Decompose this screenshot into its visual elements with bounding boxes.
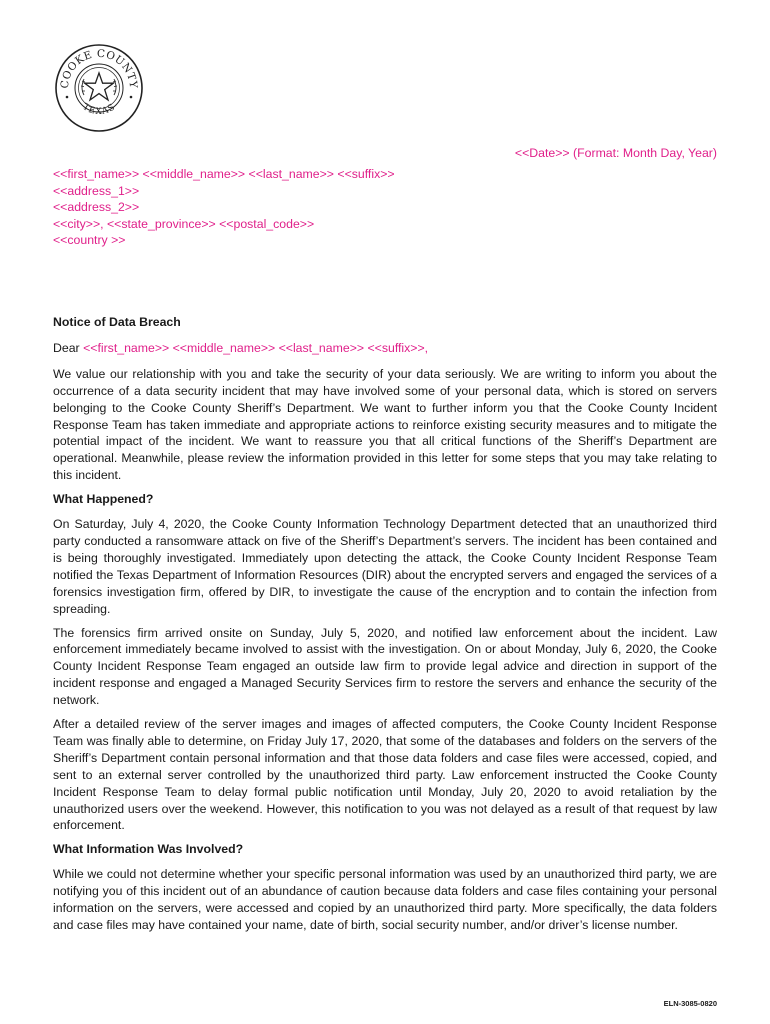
letter-date-placeholder: <<Date>> (Format: Month Day, Year) xyxy=(514,146,717,160)
seal-top-text: COOKE COUNTY xyxy=(58,47,140,90)
svg-text:COOKE COUNTY xyxy=(59,48,139,90)
what-happened-paragraph-3: After a detailed review of the server images and images of affected computers, the Cooke County Incident Response Team was finally able to determine, on Friday July 17, 2020, that some of the databases and folders on the servers of the Sheriff’s Department contain personal information and that those data folders and case files were accessed, copied, and sent to an external server controlled by the unauthorized third party. Law enforcement instructed the Cooke County Incident Response Team to delay formal public notification until Monday, July 20, 2020 to avoid retaliation by the unauthorized users over the weekend. However, this notification to you was not delayed as a result of that request by law enforcement. xyxy=(53,717,717,833)
recipient-address-1: <<address_1>> xyxy=(53,183,140,198)
salutation xyxy=(53,340,717,357)
notice-title: Notice of Data Breach xyxy=(53,315,181,329)
recipient-country: <<country >> xyxy=(53,233,126,247)
document-code: ELN-3085-0820 xyxy=(663,999,717,1008)
what-happened-heading: What Happened? xyxy=(53,492,154,507)
letter-body xyxy=(53,314,717,941)
salutation-name-placeholder: <<first_name>> <<middle_name>> <<last_name>> <<suffix>>, xyxy=(83,340,429,355)
what-information-heading: What Information Was Involved? xyxy=(53,842,244,857)
county-seal-logo xyxy=(54,43,144,133)
what-information-paragraph-1: While we could not determine whether your specific personal information was used by an unauthorized third party, we are notifying you of this incident out of an abundance of caution because data folders and case files containing your personal information on the servers, were accessed and copied by an unauthorized third party. More specifically, the data folders and case files may have contained your name, date of birth, social security number, and/or driver’s license number. xyxy=(53,867,717,932)
intro-paragraph: We value our relationship with you and take the security of your data seriously. We are writing to inform you about the occurrence of a data security incident that may have involved some of your personal data, which is stored on servers belonging to the Cooke County Sheriff’s Department. We want to further inform you that the Cooke County Incident Response Team has taken immediate and appropriate actions to reinforce existing security measures and to mitigate the potential impact of the incident. We want to reassure you that all critical functions of the Sheriff’s Department are operational. Meanwhile, please review the information provided in this letter for some steps that you may take relating to this incident. xyxy=(53,366,717,483)
recipient-address-block xyxy=(53,166,395,249)
recipient-address-2: <<address_2>> xyxy=(53,200,140,214)
seal-star-icon xyxy=(81,73,117,100)
what-happened-paragraph-1: On Saturday, July 4, 2020, the Cooke County Information Technology Department detected that an unauthorized third party conducted a ransomware attack on five of the Sheriff’s Department’s servers. The incident has been contained and is being thoroughly investigated. Immediately upon detecting the attack, the Cooke County Incident Response Team notified the Texas Department of Information Resources (DIR) about the encrypted servers and engaged the services of a forensics investigation firm, offered by DIR, to investigate the cause of the encryption and to contain the infection from spreading. xyxy=(53,517,717,616)
recipient-city-line: <<city>>, <<state_province>> <<postal_code>> xyxy=(53,216,315,231)
seal-bottom-text: TEXAS xyxy=(80,102,118,118)
salutation-prefix: Dear xyxy=(53,340,84,355)
recipient-name-line: <<first_name>> <<middle_name>> <<last_name>> <<suffix>> xyxy=(53,167,395,181)
what-happened-paragraph-2: The forensics firm arrived onsite on Sunday, July 5, 2020, and notified law enforcement about the incident. Law enforcement immediately became involved to assist with the investigation. On or about Monday, July 6, 2020, the Cooke County Incident Response Team engaged an outside law firm to provide legal advice and direction in support of the incident response and engaged a Managed Security Services firm to restore the servers and enhance the security of the network. xyxy=(53,625,717,708)
svg-text:TEXAS xyxy=(80,102,117,117)
